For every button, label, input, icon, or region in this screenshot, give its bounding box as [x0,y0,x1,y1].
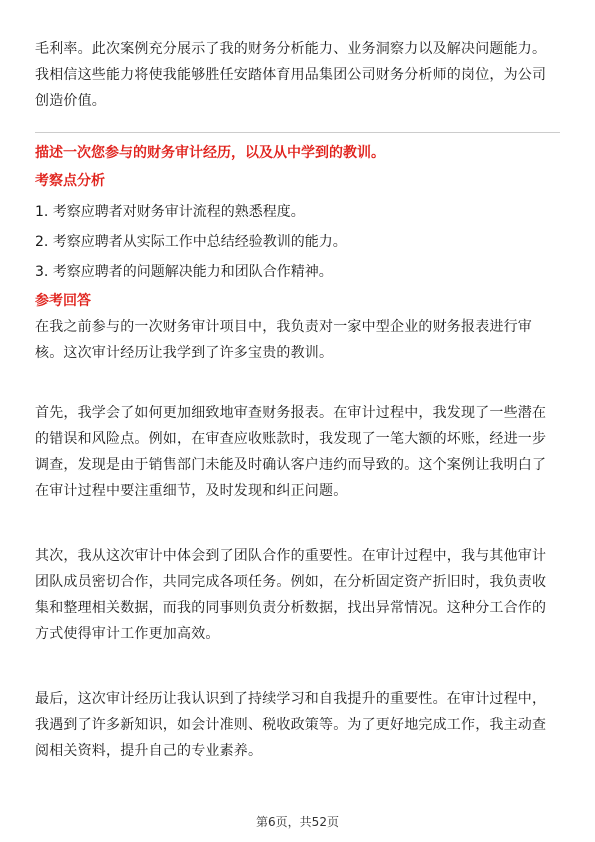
intro-paragraph [35,36,560,114]
answer-line: 阅相关资料，提升自己的专业素养。 [35,743,263,759]
answer-heading: 参考回答 [35,293,91,309]
answer-paragraph [35,543,560,647]
answer-line: 其次，我从这次审计中体会到了团队合作的重要性。在审计过程中，我与其他审计 [35,548,547,564]
intro-line: 毛利率。此次案例充分展示了我的财务分析能力、业务洞察力以及解决问题能力。 [35,41,547,57]
answer-line: 调查，发现是由于销售部门未能及时确认客户违约而导致的。这个案例让我明白了 [35,457,547,473]
section-divider [35,132,560,133]
answer-line: 在审计过程中要注重细节，及时发现和纠正问题。 [35,483,348,499]
analysis-list [35,197,347,287]
intro-line: 我相信这些能力将使我能够胜任安踏体育用品集团公司财务分析师的岗位，为公司 [35,67,547,83]
answer-line: 集和整理相关数据，而我的同事则负责分析数据，找出异常情况。这种分工合作的 [35,600,547,616]
answer-paragraph [35,314,560,366]
page-number: 第6页，共52页 [256,815,339,829]
answer-line: 核。这次审计经历让我学到了许多宝贵的教训。 [35,345,334,361]
answer-paragraph [35,400,560,504]
analysis-heading: 考察点分析 [35,173,105,189]
intro-line: 创造价值。 [35,93,106,109]
list-item: 2. 考察应聘者从实际工作中总结经验教训的能力。 [35,234,347,250]
document-page [35,0,560,842]
answer-line: 的错误和风险点。例如，在审查应收账款时，我发现了一笔大额的坏账，经进一步 [35,431,547,447]
list-item: 3. 考察应聘者的问题解决能力和团队合作精神。 [35,264,333,280]
answer-line: 方式使得审计工作更加高效。 [35,626,220,642]
answer-paragraph [35,686,560,764]
answer-line: 首先，我学会了如何更加细致地审查财务报表。在审计过程中，我发现了一些潜在 [35,405,547,421]
answer-line: 在我之前参与的一次财务审计项目中，我负责对一家中型企业的财务报表进行审 [35,319,532,335]
question-heading: 描述一次您参与的财务审计经历，以及从中学到的教训。 [35,145,385,161]
answer-line: 团队成员密切合作，共同完成各项任务。例如，在分析固定资产折旧时，我负责收 [35,574,547,590]
answer-line: 最后，这次审计经历让我认识到了持续学习和自我提升的重要性。在审计过程中， [35,691,547,707]
answer-line: 我遇到了许多新知识，如会计准则、税收政策等。为了更好地完成工作，我主动查 [35,717,547,733]
list-item: 1. 考察应聘者对财务审计流程的熟悉程度。 [35,204,305,220]
